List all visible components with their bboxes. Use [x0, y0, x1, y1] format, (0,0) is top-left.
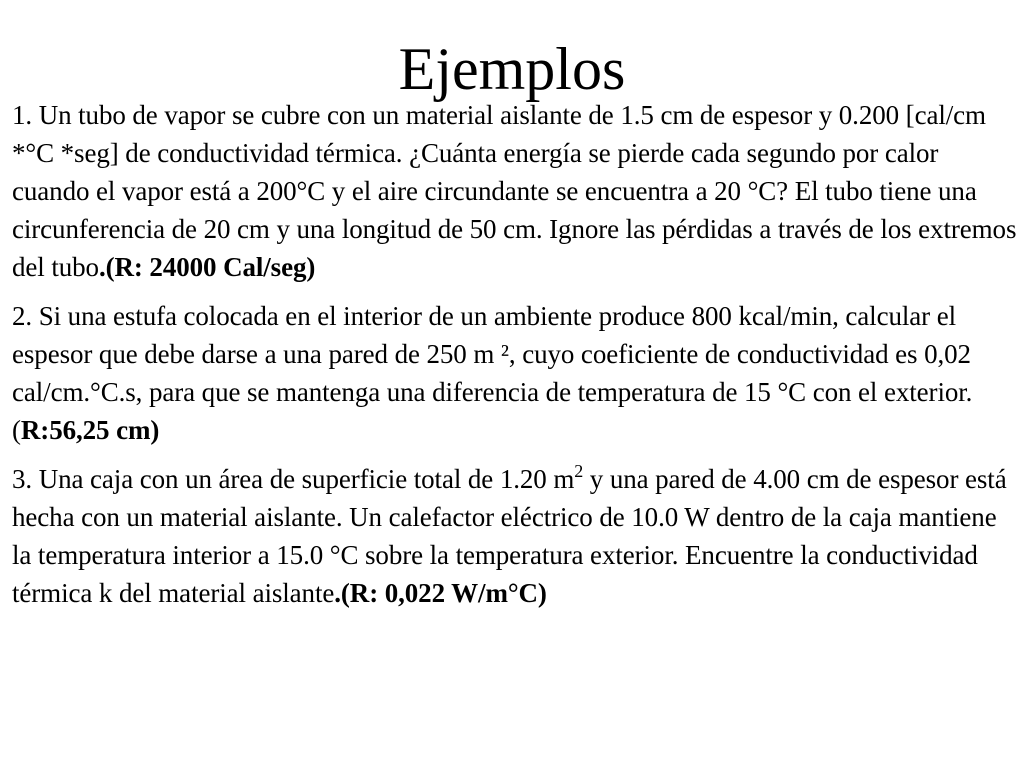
problem-3-text-a: 3. Una caja con un área de superficie total de 1.20 m: [12, 464, 575, 494]
problem-3: [12, 460, 1018, 612]
problem-1-answer: .(R: 24000 Cal/seg): [98, 252, 316, 282]
problem-3-text-b: y una pared de 4.00 cm de espesor está hecha con un material aislante. Un calefactor eléctrico de 10.0 W dentro de la caja mantiene la temperatura interior a 15.0 °C sobre la temperatura exterior. Encuentre la conductividad térmica k del material aislante: [12, 464, 1007, 608]
slide-content: [12, 96, 1018, 623]
slide-title: Ejemplos: [398, 36, 626, 102]
problem-2-answer: R:56,25 cm): [20, 415, 160, 445]
problem-1-text: 1. Un tubo de vapor se cubre con un material aislante de 1.5 cm de espesor y 0.200 [cal/cm *°C *seg] de conductividad térmica. ¿Cuánta energía se pierde cada segundo por calor cuando el vapor está a 200°C y el aire circundante se encuentra a 20 °C? El tubo tiene una circunferencia de 20 cm y una longitud de 50 cm. Ignore las pérdidas a través de los extremos del tubo: [12, 100, 1017, 282]
problem-3-superscript: 2: [574, 461, 584, 481]
problem-2-text: 2. Si una estufa colocada en el interior de un ambiente produce 800 kcal/min, calcular el espesor que debe darse a una pared de 250 m ², cuyo coeficiente de conductividad es 0,02 cal/cm.°C.s, para que se mantenga una diferencia de temperatura de 15 °C con el exterior.(: [12, 301, 973, 445]
problem-1: [12, 96, 1018, 286]
problem-3-answer: .(R: 0,022 W/m°C): [334, 578, 547, 608]
problem-2: [12, 297, 1018, 449]
